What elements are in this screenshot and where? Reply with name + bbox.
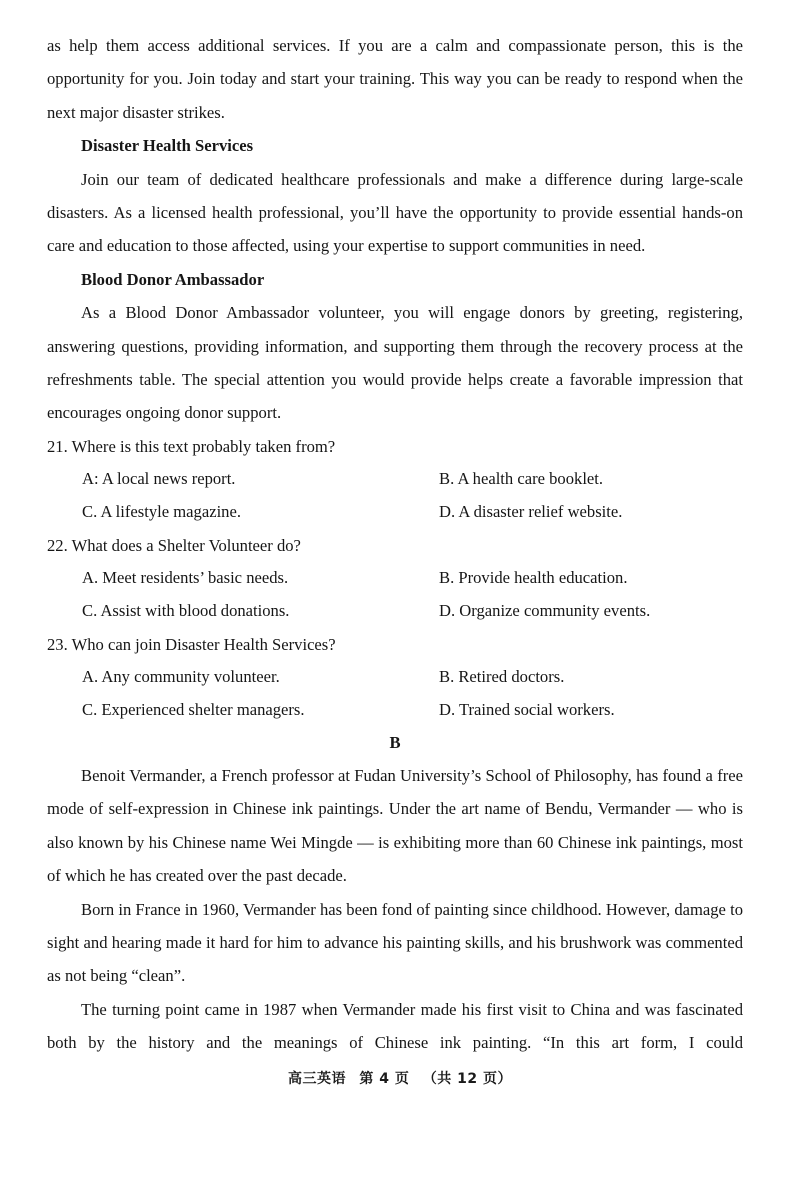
exam-page — [47, 29, 743, 1060]
passage-b-label: B — [389, 732, 401, 752]
option-b: B. Retired doctors. — [439, 667, 565, 687]
option-grid — [47, 661, 743, 727]
question-23 — [47, 628, 743, 727]
option-c: C. A lifestyle magazine. — [82, 502, 241, 522]
footer-total-pages: （共 12 页） — [422, 1071, 512, 1087]
question-stem: 23. Who can join Disaster Health Services? — [47, 634, 336, 654]
question-21 — [47, 430, 743, 529]
option-d: D. A disaster relief website. — [439, 502, 623, 522]
question-stem: 22. What does a Shelter Volunteer do? — [47, 535, 301, 555]
option-a: A. Any community volunteer. — [82, 667, 280, 687]
page-footer — [0, 1068, 800, 1088]
option-b: B. A health care booklet. — [439, 469, 604, 489]
footer-page-number: 第 4 页 — [359, 1071, 410, 1087]
question-stem: 21. Where is this text probably taken from? — [47, 436, 336, 456]
option-c: C. Assist with blood donations. — [82, 601, 290, 621]
passage-a-continuation: as help them access additional services. If you are a calm and compassionate person, this is the opportunity for you. Join today and start your training. This way you can be ready to respond when the next major disaster strikes. — [47, 36, 743, 122]
option-grid — [47, 463, 743, 529]
option-a: A. Meet residents’ basic needs. — [82, 568, 289, 588]
footer-subject: 高三英语 — [288, 1071, 346, 1087]
section-body-blood-donor: As a Blood Donor Ambassador volunteer, you will engage donors by greeting, registering, answering questions, providing information, and supporting them through the recovery process at the refreshments table. The special attention you would provide helps create a favorable impression that encourages ongoing donor support. — [47, 303, 743, 423]
option-d: D. Organize community events. — [439, 601, 651, 621]
section-body-disaster-health: Join our team of dedicated healthcare professionals and make a difference during large-scale disasters. As a licensed health professional, you’ll have the opportunity to provide essential hands-on care and education to those affected, using your expertise to support communities in need. — [47, 169, 743, 256]
option-b: B. Provide health education. — [439, 568, 628, 588]
option-c: C. Experienced shelter managers. — [82, 700, 305, 720]
passage-b-paragraph: Born in France in 1960, Vermander has been fond of painting since childhood. However, damage to sight and hearing made it hard for him to advance his painting skills, and his brushwork was commented as not being “clean”. — [47, 899, 743, 986]
option-grid — [47, 562, 743, 628]
option-a: A: A local news report. — [82, 469, 236, 489]
option-d: D. Trained social workers. — [439, 700, 615, 720]
section-heading-disaster-health: Disaster Health Services — [81, 136, 254, 156]
passage-b-paragraph: The turning point came in 1987 when Vermander made his first visit to China and was fascinated both by the history and the meanings of Chinese ink painting. “In this art form, I could — [47, 999, 743, 1053]
question-22 — [47, 529, 743, 628]
section-heading-blood-donor: Blood Donor Ambassador — [81, 269, 265, 289]
passage-b-paragraph: Benoit Vermander, a French professor at Fudan University’s School of Philosophy, has found a free mode of self-expression in Chinese ink paintings. Under the art name of Bendu, Vermander — who is also known by his Chinese name Wei Mingde — is exhibiting more than 60 Chinese ink paintings, most of which he has created over the past decade. — [47, 765, 743, 886]
